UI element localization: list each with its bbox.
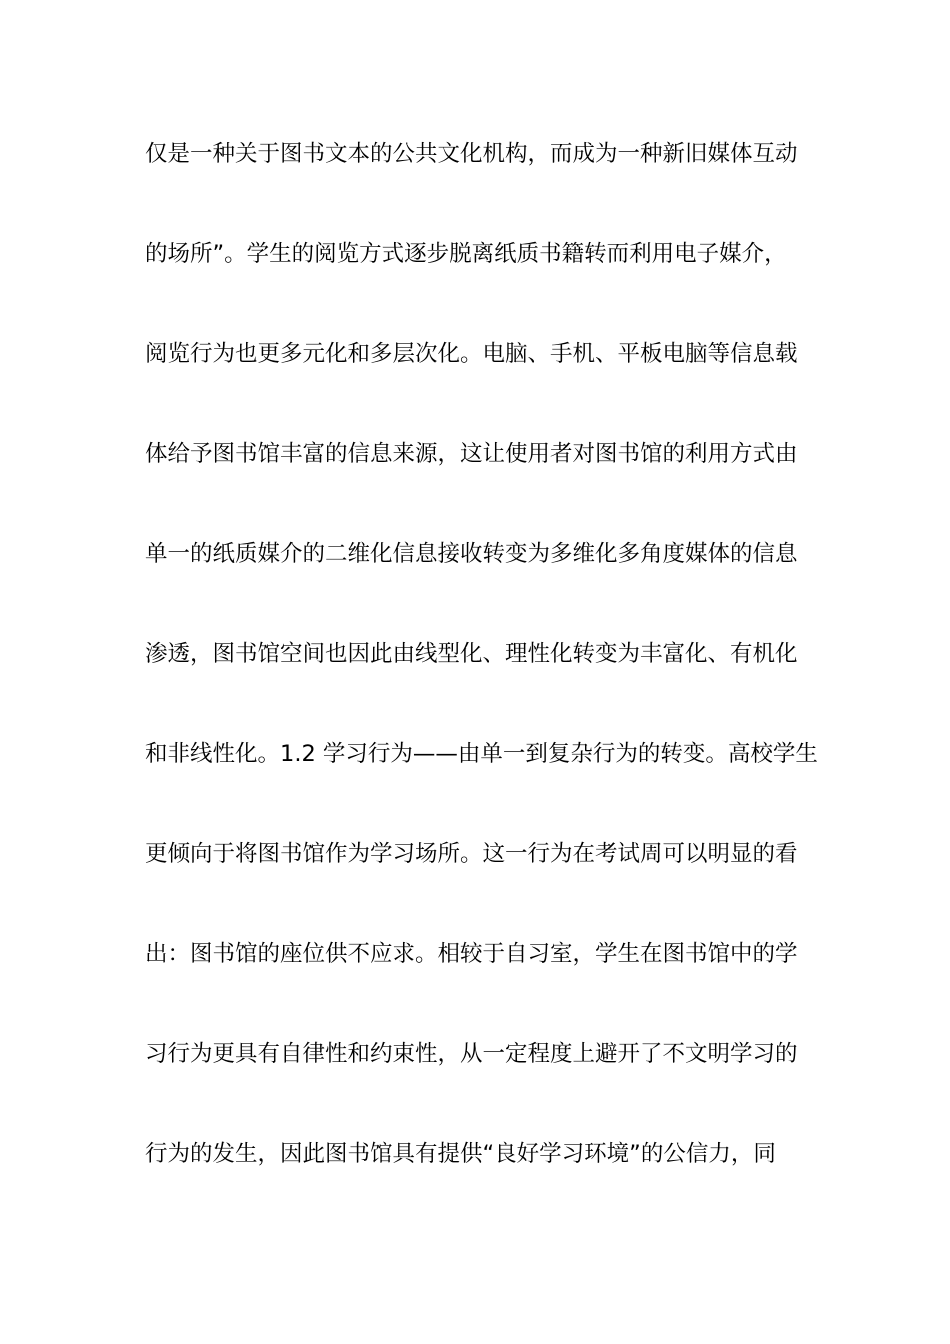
text-line-10: 习行为更具有自律性和约束性，从一定程度上避开了不文明学习的: [145, 1041, 798, 1067]
text-line-8: 更倾向于将图书馆作为学习场所。这一行为在考试周可以明显的看: [145, 841, 798, 867]
text-line-9: 出：图书馆的座位供不应求。相较于自习室，学生在图书馆中的学: [145, 941, 798, 967]
text-line-3: 阅览行为也更多元化和多层次化。电脑、手机、平板电脑等信息载: [145, 341, 798, 367]
text-line-2: 的场所”。学生的阅览方式逐步脱离纸质书籍转而利用电子媒介，: [145, 241, 787, 267]
text-line-4: 体给予图书馆丰富的信息来源，这让使用者对图书馆的利用方式由: [145, 441, 798, 467]
body-text: [145, 128, 818, 1228]
text-line-5: 单一的纸质媒介的二维化信息接收转变为多维化多角度媒体的信息: [145, 541, 798, 567]
text-line-11: 行为的发生，因此图书馆具有提供“良好学习环境”的公信力，同: [145, 1141, 776, 1167]
text-line-7: 和非线性化。1.2 学习行为——由单一到复杂行为的转变。高校学生: [145, 741, 818, 767]
text-line-6: 渗透，图书馆空间也因此由线型化、理性化转变为丰富化、有机化: [145, 641, 798, 667]
text-line-1: 仅是一种关于图书文本的公共文化机构，而成为一种新旧媒体互动: [145, 141, 798, 167]
